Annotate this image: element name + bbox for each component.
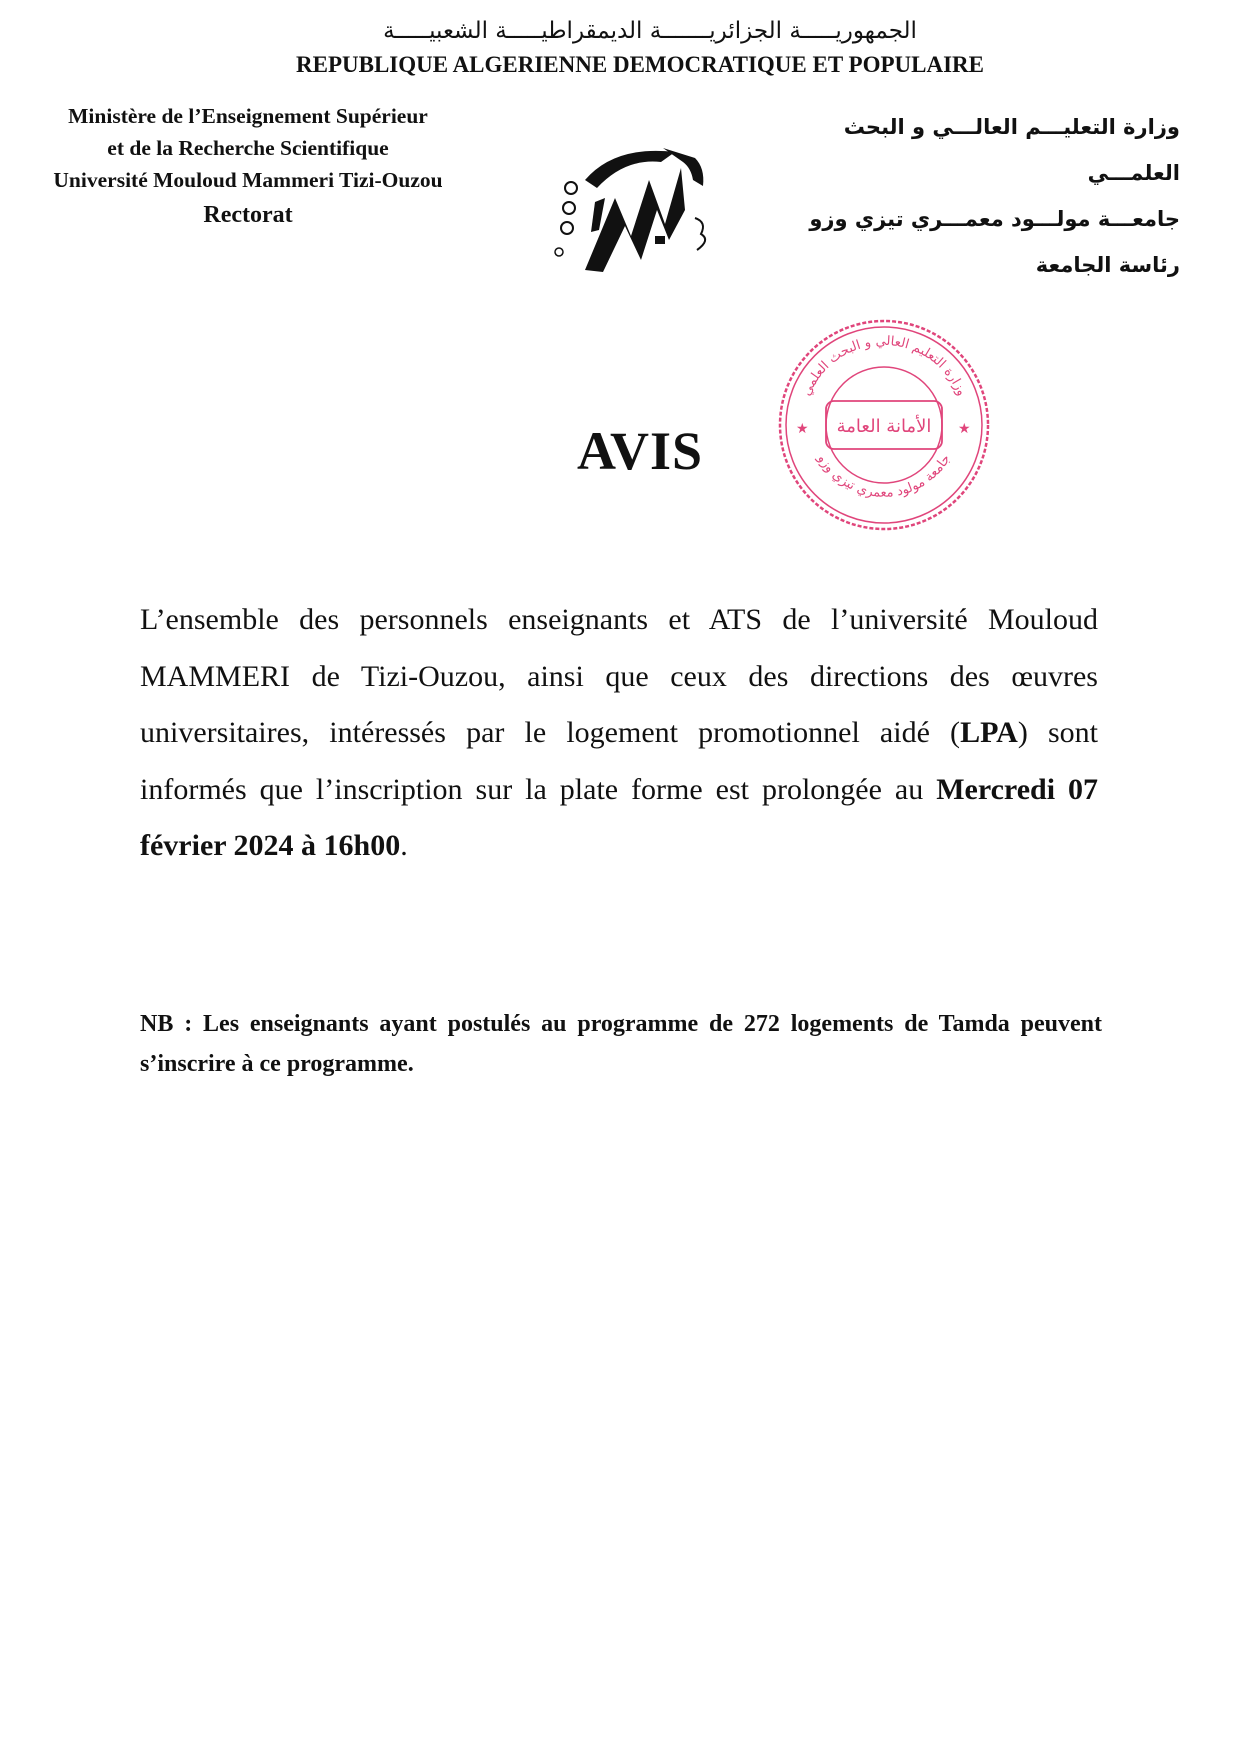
french-republic-header: REPUBLIQUE ALGERIENNE DEMOCRATIQUE ET POPULAIRE bbox=[296, 52, 984, 77]
ministry-line-2: et de la Recherche Scientifique bbox=[107, 136, 389, 160]
ministry-ar: وزارة التعليـــم العالـــي و البحث العلمـــي bbox=[843, 115, 1180, 185]
notice-title: AVIS bbox=[576, 421, 704, 481]
official-stamp bbox=[774, 315, 994, 535]
arabic-republic-header: الجمهوريـــــة الجزائريـــــــة الديمقراطيـــــة الشعبيـــــة bbox=[383, 18, 917, 44]
body-date: Mercredi 07 février 2024 à 16h00 bbox=[140, 772, 1099, 862]
notice-body bbox=[140, 592, 1098, 875]
body-lpa: LPA bbox=[960, 716, 1018, 749]
stamp-center-text: الأمانة العامة bbox=[836, 416, 932, 437]
nb-label: NB : bbox=[140, 1011, 193, 1037]
ministry-line-1: Ministère de l’Enseignement Supérieur bbox=[68, 104, 428, 128]
body-part-1: L’ensemble des personnels enseignants et ATS de l’université Mouloud MAMMERI de Tizi-Ouzou, ainsi que ceux des directions des œuvres universitaires, intéressés par le logement promotionnel aidé ( bbox=[140, 603, 1098, 749]
stamp-star-left: ★ bbox=[796, 421, 809, 437]
nota-bene bbox=[140, 1004, 1102, 1084]
stamp-ring-top: وزارة التعليم العالي و البحث العلمي bbox=[799, 333, 969, 399]
university-name-ar: جامعـــة مولـــود معمـــري تيزي وزو bbox=[809, 207, 1180, 231]
body-part-2: ) sont informés que l’inscription sur la plate forme est prolongée au bbox=[140, 716, 1099, 806]
nb-text: Les enseignants ayant postulés au programme de 272 logements de Tamda peuvent s’inscrire à ce programme. bbox=[140, 1011, 1102, 1077]
university-logo bbox=[545, 140, 725, 290]
rectorat-label-ar: رئاسة الجامعة bbox=[1035, 253, 1180, 277]
body-end: . bbox=[400, 829, 408, 862]
university-name-fr: Université Mouloud Mammeri Tizi-Ouzou bbox=[53, 168, 443, 192]
stamp-star-right: ★ bbox=[958, 421, 971, 437]
ministry-block-ar bbox=[800, 104, 1180, 288]
stamp-ring-bottom: جامعة مولود معمري تيزي وزو bbox=[814, 451, 954, 501]
ministry-block-fr bbox=[18, 100, 478, 231]
rectorat-label-fr: Rectorat bbox=[203, 202, 293, 228]
